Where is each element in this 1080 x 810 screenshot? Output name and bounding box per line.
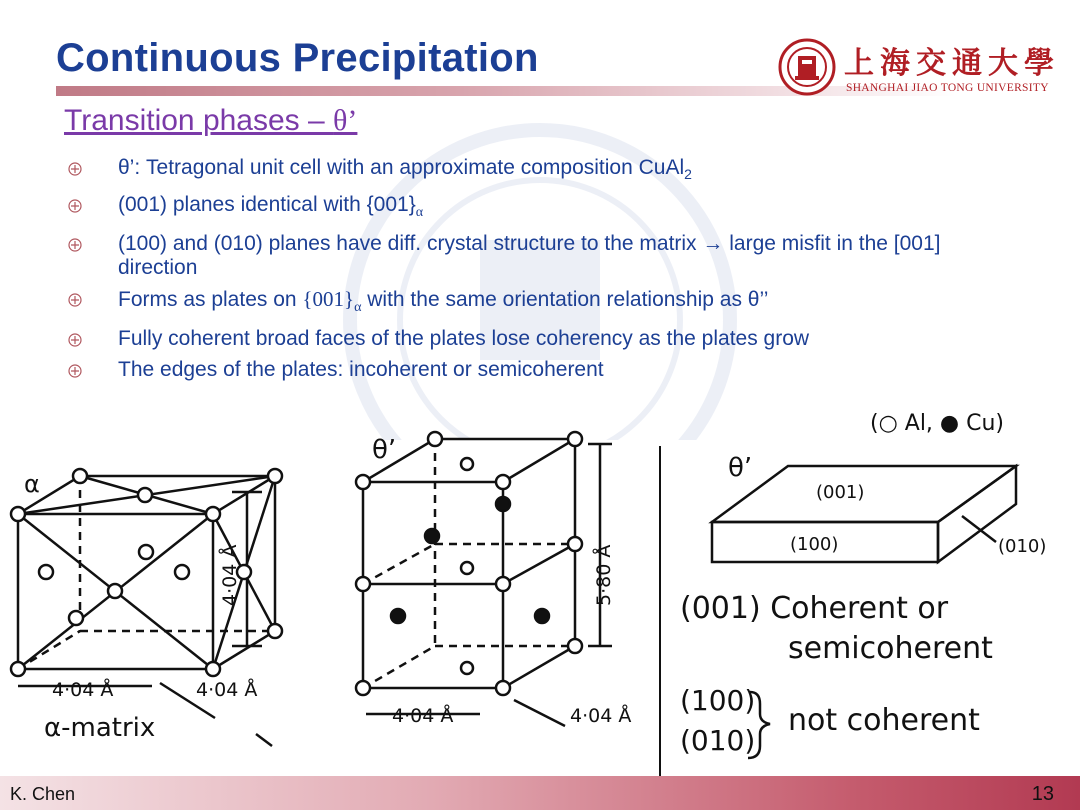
atom-open — [138, 488, 152, 502]
plate-face-front: (100) — [790, 534, 839, 555]
alpha-dim-vertical: 4·04 Å — [219, 544, 241, 606]
atom-open — [206, 507, 220, 521]
atom-open — [11, 507, 25, 521]
alpha-cell-label: α — [24, 470, 40, 498]
plate-face-top: (001) — [816, 482, 865, 503]
alpha-caption-mark — [256, 734, 272, 746]
bullet-icon — [68, 162, 82, 176]
bullet-icon — [68, 199, 82, 213]
theta-dim-vertical: 5·80 Å — [593, 544, 615, 606]
bullet-item: (001) planes identical with $\{001\}_\alpha$ — [64, 193, 1024, 225]
atom-open — [69, 611, 83, 625]
university-logo — [778, 36, 1068, 100]
theta-prime-cell — [363, 439, 612, 726]
atom-open — [175, 565, 189, 579]
atom-open — [11, 662, 25, 676]
atom-open — [206, 662, 220, 676]
alpha-dim-b: 4·04 Å — [196, 679, 258, 701]
atom-legend: (○ Al, ● Cu) — [870, 411, 1004, 436]
coherent-note-line1: (001) Coherent or — [680, 591, 949, 626]
alpha-hidden-edge — [18, 631, 80, 669]
page-number: 13 — [1031, 783, 1054, 805]
bullet-item: (100) and (010) planes have diff. crystal structure to the matrix → large misfit in the [001] direction — [64, 232, 1024, 280]
atom-al — [461, 458, 473, 470]
atom-al — [568, 639, 582, 653]
not-coherent-face-b: (010) — [680, 724, 756, 757]
atom-al — [461, 562, 473, 574]
not-coherent-face-a: (100) — [680, 684, 756, 717]
atom-cu — [425, 529, 439, 543]
subtitle-greek: θ’ — [333, 104, 358, 137]
atom-al — [428, 432, 442, 446]
bullet-item: The edges of the plates: incoherent or semicoherent — [64, 358, 1024, 382]
plate-label: θ’ — [728, 453, 753, 483]
atom-open — [108, 584, 122, 598]
footer-author: K. Chen — [10, 784, 76, 804]
theta-dim-a: 4·04 Å — [392, 705, 454, 727]
theta-dim-b: 4·04 Å — [570, 705, 632, 727]
atom-open — [139, 545, 153, 559]
bullet-list — [64, 156, 1024, 389]
atom-al — [356, 475, 370, 489]
university-name-cn: 上海交通大學 — [844, 46, 1060, 81]
university-name-en: SHANGHAI JIAO TONG UNIVERSITY — [846, 82, 1049, 94]
atom-al — [496, 577, 510, 591]
atom-open — [73, 469, 87, 483]
bullet-icon — [68, 238, 82, 252]
alpha-dim-a: 4·04 Å — [52, 679, 114, 701]
alpha-matrix-cell — [18, 476, 275, 746]
atom-open — [268, 624, 282, 638]
atom-cu — [391, 609, 405, 623]
plate-side-pointer — [962, 516, 996, 542]
theta-prime-plate — [712, 466, 1016, 562]
subtitle-text: Transition phases – — [64, 104, 334, 137]
atom-open — [39, 565, 53, 579]
coherent-note-line2: semicoherent — [788, 631, 993, 666]
theta-hidden-edge — [363, 544, 435, 584]
bullet-icon — [68, 364, 82, 378]
section-subtitle — [64, 104, 357, 138]
theta-bottom-edge — [503, 646, 575, 688]
crystal-structure-figure — [0, 396, 1080, 776]
atom-al — [496, 475, 510, 489]
theta-mid-line — [503, 544, 575, 584]
atom-al — [461, 662, 473, 674]
atom-al — [568, 537, 582, 551]
university-seal-icon — [778, 38, 836, 96]
theta-cell-label: θ’ — [372, 435, 397, 465]
theta-hidden-edge — [363, 646, 435, 688]
atom-al — [356, 577, 370, 591]
bullet-item: θ’: Tetragonal unit cell with an approximate composition CuAl$_2$ — [64, 156, 1024, 186]
bullet-icon — [68, 293, 82, 307]
atom-al — [568, 432, 582, 446]
not-coherent-note: not coherent — [788, 703, 980, 738]
atom-cu — [496, 497, 510, 511]
atom-cu — [535, 609, 549, 623]
bullet-item: Fully coherent broad faces of the plates lose coherency as the plates grow — [64, 327, 1024, 351]
bullet-item: Forms as plates on $\{001\}_\alpha$ with the same orientation relationship as θ’’ — [64, 287, 1024, 320]
atom-al — [356, 681, 370, 695]
theta-atoms — [356, 432, 582, 695]
slide-title: Continuous Precipitation — [56, 36, 539, 80]
plate-face-side: (010) — [998, 536, 1047, 557]
slide-footer — [0, 776, 1080, 810]
atom-al — [496, 681, 510, 695]
atom-open — [268, 469, 282, 483]
bullet-icon — [68, 333, 82, 347]
alpha-caption: α-matrix — [44, 713, 156, 743]
theta-dim-line — [514, 700, 565, 726]
